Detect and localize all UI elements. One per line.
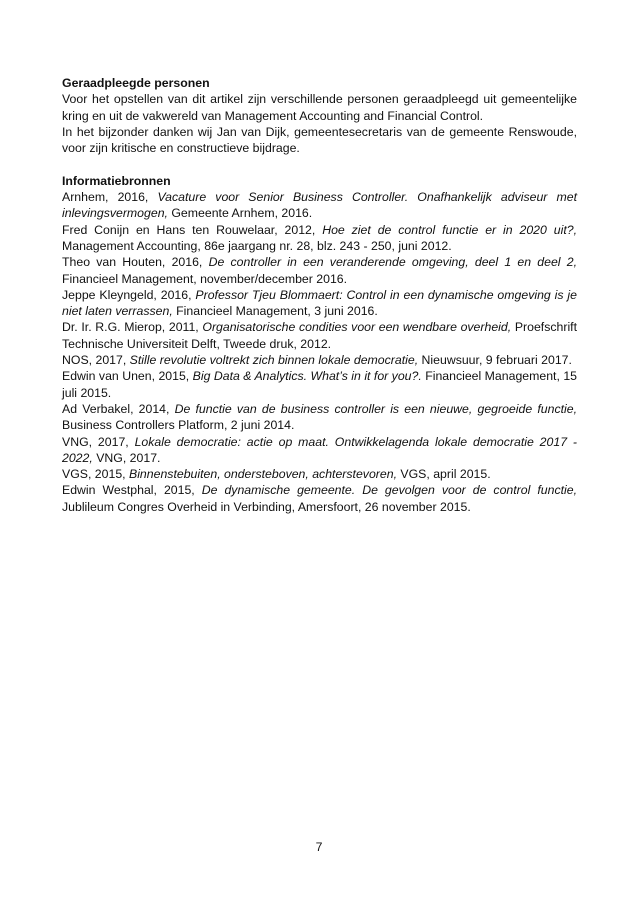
reference-author-year: Dr. Ir. R.G. Mierop, 2011,: [62, 320, 203, 335]
reference-publication: Financieel Management, 15 juli 2015.: [62, 369, 577, 400]
reference-publication: VNG, 2017.: [92, 450, 161, 465]
reference-title: Vacature voor Senior Business Controller. Onafhankelijk adviseur met inlevingsvermogen,: [62, 190, 577, 221]
reference-item: [62, 352, 577, 368]
reference-item: [62, 287, 577, 320]
reference-author-year: Fred Conijn en Hans ten Rouwelaar, 2012,: [62, 222, 323, 237]
reference-title: Big Data & Analytics. What’s in it for you?.: [192, 369, 422, 384]
page-content: [62, 75, 577, 515]
reference-author-year: VGS, 2015,: [62, 467, 129, 482]
reference-item: [62, 368, 577, 401]
reference-author-year: Arnhem, 2016,: [62, 190, 158, 205]
consulted-persons-heading: Geraadpleegde personen: [62, 76, 210, 90]
reference-list: [62, 189, 577, 515]
sources-heading: Informatiebronnen: [62, 173, 171, 188]
reference-author-year: Edwin Westphal, 2015,: [62, 483, 202, 498]
reference-title: De functie van de business controller is een nieuwe, gegroeide functie,: [174, 401, 577, 416]
reference-author-year: Jeppe Kleyngeld, 2016,: [62, 287, 196, 302]
reference-title: Lokale democratie: actie op maat. Ontwikkelagenda lokale democratie 2017 - 2022,: [62, 434, 577, 465]
reference-publication: Proefschrift Technische Universiteit Delft, Tweede druk, 2012.: [62, 320, 578, 351]
reference-item: [62, 254, 577, 287]
consulted-paragraph: Voor het opstellen van dit artikel zijn verschillende personen geraadpleegd uit gemeentelijke kring en uit de vakwereld van Management Accounting and Financial Control.: [62, 92, 577, 123]
reference-item: [62, 482, 577, 515]
reference-author-year: VNG, 2017,: [62, 434, 135, 449]
page-number: 7: [315, 840, 323, 854]
reference-publication: Management Accounting, 86e jaargang nr. 28, blz. 243 - 250, juni 2012.: [62, 238, 452, 253]
reference-author-year: Ad Verbakel, 2014,: [62, 401, 175, 416]
reference-author-year: NOS, 2017,: [62, 353, 130, 368]
reference-publication: Financieel Management, november/december 2016.: [62, 271, 348, 286]
reference-publication: VGS, april 2015.: [396, 467, 491, 482]
thanks-paragraph: In het bijzonder danken wij Jan van Dijk, gemeentesecretaris van de gemeente Renswoude, voor zijn kritische en constructieve bijdrage.: [62, 124, 577, 156]
reference-publication: Nieuwsuur, 9 februari 2017.: [418, 353, 572, 368]
reference-publication: Jublileum Congres Overheid in Verbinding, Amersfoort, 26 november 2015.: [62, 499, 471, 514]
reference-item: [62, 222, 577, 255]
reference-title: De dynamische gemeente. De gevolgen voor de control functie,: [201, 483, 577, 498]
reference-author-year: Edwin van Unen, 2015,: [62, 369, 193, 384]
reference-title: Professor Tjeu Blommaert: Control in een dynamische omgeving is je niet laten verrassen,: [62, 287, 578, 319]
consulted-persons-section: [62, 75, 577, 156]
section-spacer: [62, 156, 577, 172]
sources-section: [62, 173, 577, 515]
reference-publication: Financieel Management, 3 juni 2016.: [172, 304, 378, 319]
reference-item: [62, 189, 577, 222]
reference-item: [62, 401, 577, 434]
reference-author-year: Theo van Houten, 2016,: [62, 255, 209, 270]
reference-item: [62, 466, 577, 482]
reference-title: De controller in een veranderende omgeving, deel 1 en deel 2,: [208, 255, 577, 270]
reference-publication: Gemeente Arnhem, 2016.: [167, 206, 313, 221]
reference-title: Hoe ziet de control functie er in 2020 uit?,: [322, 222, 577, 237]
reference-title: Stille revolutie voltrekt zich binnen lokale democratie,: [129, 353, 419, 368]
reference-title: Binnenstebuiten, ondersteboven, achterstevoren,: [129, 467, 397, 482]
reference-item: [62, 319, 577, 352]
reference-publication: Business Controllers Platform, 2 juni 2014.: [62, 418, 295, 433]
reference-title: Organisatorische condities voor een wendbare overheid,: [202, 320, 512, 335]
reference-item: [62, 434, 577, 467]
